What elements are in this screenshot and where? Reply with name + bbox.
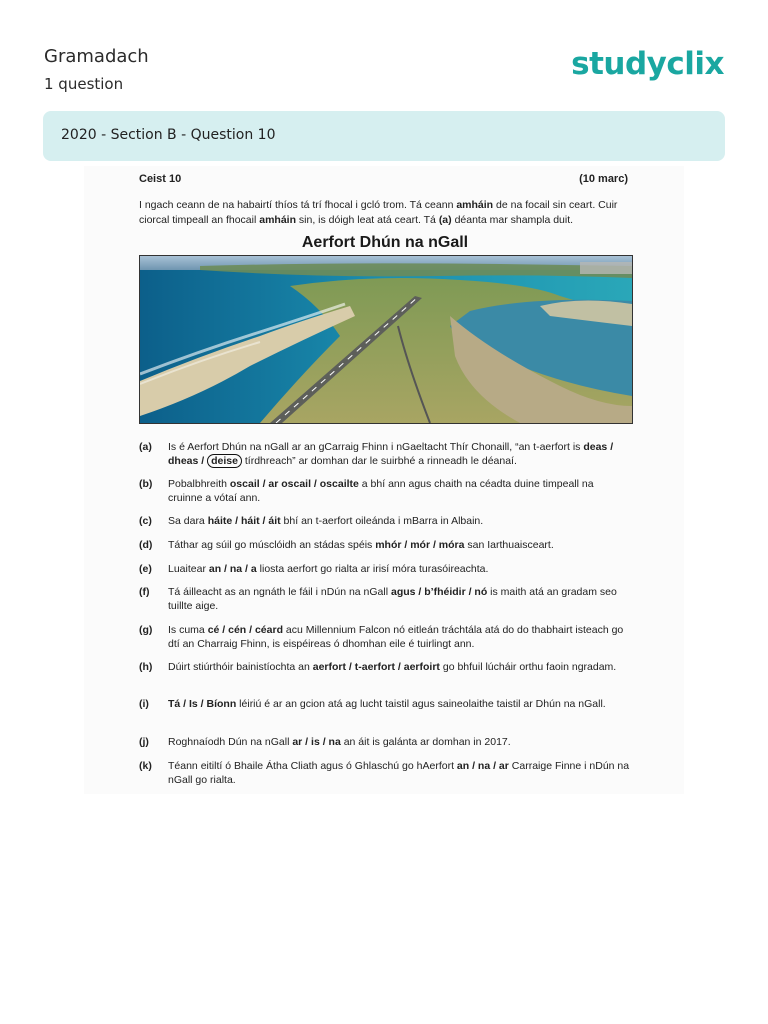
question-label: (f) bbox=[139, 586, 150, 598]
topic-title: Gramadach bbox=[44, 46, 149, 67]
answer-options: cé / cén / céard bbox=[207, 624, 283, 636]
passage-title: Aerfort Dhún na nGall bbox=[301, 234, 469, 251]
answer-options: an / na / a bbox=[208, 563, 257, 575]
ceist-label: Ceist 10 bbox=[139, 173, 182, 185]
answer-options: Tá / Is / Bíonn bbox=[168, 698, 237, 710]
question-text-before: Dúirt stiúrthóir bainistíochta an bbox=[168, 661, 313, 673]
question-label: (k) bbox=[139, 760, 152, 772]
question-text-after: is maith atá an gradam seo tuillte aige. bbox=[168, 586, 617, 612]
answer-options: agus / b’fhéidir / nó bbox=[390, 586, 488, 598]
airport-photo bbox=[139, 255, 633, 424]
intro-text-4: déanta mar shampla duit. bbox=[451, 214, 574, 226]
question-banner[interactable] bbox=[43, 111, 725, 161]
question-text-before: Is cuma bbox=[168, 624, 208, 636]
airport-photo-illustration bbox=[140, 256, 632, 423]
question-text bbox=[168, 440, 630, 468]
question-text bbox=[168, 660, 630, 674]
question-label: (g) bbox=[139, 624, 153, 636]
question-text-before: Is é Aerfort Dhún na nGall ar an gCarraig Fhinn i nGaeltacht Thír Chonaill, “an t-aerfort is bbox=[168, 441, 584, 453]
question-text bbox=[168, 759, 630, 787]
question-text-before: Tá áilleacht as an ngnáth le fáil i nDún na nGall bbox=[168, 586, 391, 598]
intro-text-1: I ngach ceann de na habairtí thíos tá trí fhocal i gcló trom. Tá ceann bbox=[139, 199, 457, 211]
question-text bbox=[168, 477, 630, 505]
answer-options: an / na / ar bbox=[456, 760, 509, 772]
question-text-before: Téann eitiltí ó Bhaile Átha Cliath agus ó Ghlaschú go hAerfort bbox=[168, 760, 457, 772]
question-text-before: Roghnaíodh Dún na nGall bbox=[168, 736, 293, 748]
answer-options: háite / háit / áit bbox=[207, 515, 281, 527]
question-text-after: tírdhreach” ar domhan dar le suirbhé a rinneadh le déanaí. bbox=[241, 455, 517, 467]
answer-options: deas / dheas / bbox=[168, 441, 614, 467]
question-label: (a) bbox=[139, 441, 152, 453]
question-label: (c) bbox=[139, 515, 152, 527]
question-text-after: go bhfuil lúcháir orthu faoin ngradam. bbox=[439, 661, 617, 673]
question-text bbox=[168, 623, 630, 651]
intro-bold-2: amháin bbox=[259, 214, 296, 226]
question-text bbox=[168, 562, 630, 576]
question-text-after: bhí an t-aerfort oileánda i mBarra in Albain. bbox=[280, 515, 484, 527]
question-label: (b) bbox=[139, 478, 153, 490]
question-text bbox=[168, 735, 630, 749]
question-text-before: Sa dara bbox=[168, 515, 208, 527]
question-text-after: a bhí ann agus chaith na céadta duine timpeall na cruinne a vótaí ann. bbox=[168, 478, 594, 504]
question-text bbox=[168, 697, 630, 711]
question-text-after: léiriú é ar an gcion atá ag lucht taistil agus saineolaithe taistil ar Dhún na nGall. bbox=[236, 698, 606, 710]
intro-bold-3: (a) bbox=[438, 214, 452, 226]
answer-options: mhór / mór / móra bbox=[375, 539, 465, 551]
question-text-before: Táthar ag súil go músclóidh an stádas spéis bbox=[168, 539, 376, 551]
intro-text-3: sin, is dóigh leat atá ceart. Tá bbox=[296, 214, 439, 226]
question-text bbox=[168, 514, 630, 528]
question-label: (j) bbox=[139, 736, 149, 748]
studyclix-logo[interactable]: studyclix bbox=[571, 46, 724, 82]
question-text-after: liosta aerfort go rialta ar irisí móra turasóireachta. bbox=[256, 563, 489, 575]
intro-bold-1: amháin bbox=[456, 199, 494, 211]
question-label: (h) bbox=[139, 661, 153, 673]
question-header bbox=[139, 173, 628, 185]
instructions bbox=[139, 198, 634, 228]
answer-options: aerfort / t-aerfort / aerfoirt bbox=[312, 661, 440, 673]
question-text-after: an áit is galánta ar domhan in 2017. bbox=[340, 736, 511, 748]
question-text-before: Pobalbhreith bbox=[168, 478, 230, 490]
question-text-after: acu Millennium Falcon nó eitleán tráchtála atá do do thabhairt isteach go dtí an Charraig Fhinn, is eispéireas ó dhomhan eile é tuirlingt ann. bbox=[168, 624, 624, 650]
question-text-before: Luaitear bbox=[168, 563, 209, 575]
answer-options: ar / is / na bbox=[292, 736, 341, 748]
question-text-after: san Iarthuaisceart. bbox=[464, 539, 554, 551]
circled-answer: deise bbox=[207, 454, 242, 468]
question-label: (i) bbox=[139, 698, 149, 710]
question-text bbox=[168, 585, 630, 613]
question-banner-label: 2020 - Section B - Question 10 bbox=[61, 127, 276, 143]
intro-text-2: de na focail sin ceart. Cuir ciorcal timpeall an fhocail bbox=[139, 199, 618, 226]
answer-options: oscail / ar oscail / oscailte bbox=[229, 478, 359, 490]
marks-label: (10 marc) bbox=[579, 173, 628, 185]
question-text bbox=[168, 538, 630, 552]
question-label: (e) bbox=[139, 563, 152, 575]
question-label: (d) bbox=[139, 539, 153, 551]
question-text-after: Carraige Finne i nDún na nGall go rialta. bbox=[168, 760, 630, 786]
question-count: 1 question bbox=[44, 75, 124, 93]
